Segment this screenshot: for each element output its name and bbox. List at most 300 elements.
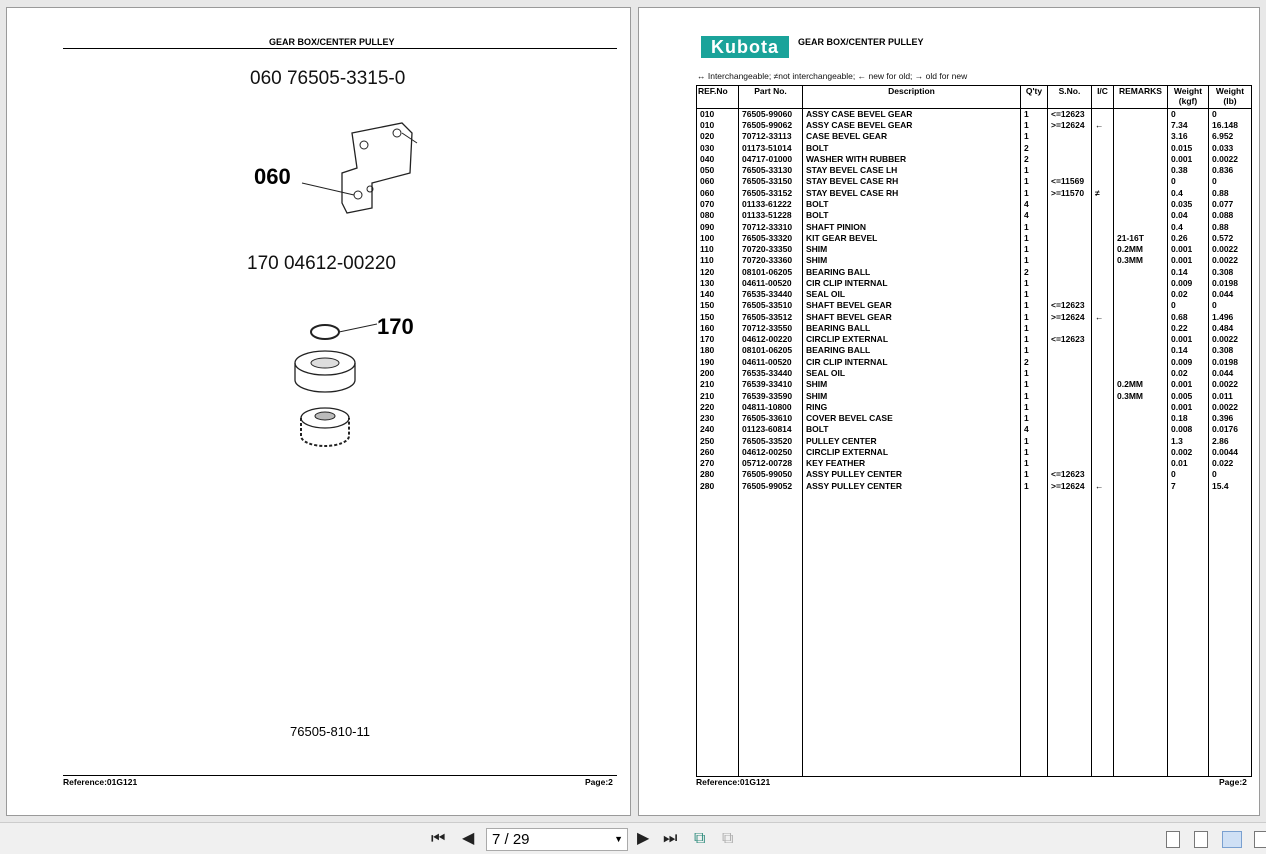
table-cell [1048,289,1092,300]
table-row [697,188,1252,199]
table-cell: 280 [697,469,739,480]
table-cell: WASHER WITH RUBBER [803,154,1021,165]
left-page-title: GEAR BOX/CENTER PULLEY [269,37,395,47]
table-cell: 76505-33130 [739,165,803,176]
table-cell: CIR CLIP INTERNAL [803,357,1021,368]
table-cell: 0.009 [1168,357,1209,368]
left-page [6,7,631,816]
table-cell: 0.001 [1168,244,1209,255]
table-cell: 0 [1168,176,1209,187]
table-cell: 2 [1021,266,1048,277]
table-cell: SHIM [803,244,1021,255]
table-row [697,435,1252,446]
table-cell [1114,402,1168,413]
table-cell [1114,165,1168,176]
table-cell: 1 [1021,435,1048,446]
table-cell: 0.396 [1209,413,1252,424]
table-cell: 76539-33410 [739,379,803,390]
table-cell: <=12623 [1048,109,1092,121]
table-cell [1048,345,1092,356]
column-header: REF.No [697,86,739,109]
table-cell: 04612-00220 [739,334,803,345]
table-cell [1114,368,1168,379]
table-cell: BEARING BALL [803,266,1021,277]
table-cell [1048,413,1092,424]
table-cell: 0.0198 [1209,278,1252,289]
table-row [697,131,1252,142]
table-cell: >=11570 [1048,188,1092,199]
table-cell [1114,221,1168,232]
right-page [638,7,1260,816]
table-row [697,266,1252,277]
table-cell [1114,424,1168,435]
table-cell: 0.22 [1168,323,1209,334]
table-cell [1114,300,1168,311]
table-cell [1048,143,1092,154]
table-cell: 70720-33360 [739,255,803,266]
reference-code: Reference:01G121 [63,777,138,787]
table-cell: 200 [697,368,739,379]
table-cell [1048,390,1092,401]
parts-table [696,85,1252,777]
table-cell: 70720-33350 [739,244,803,255]
table-cell: BEARING BALL [803,345,1021,356]
table-cell: 1 [1021,334,1048,345]
chevron-down-icon: ▼ [614,834,623,844]
table-cell: BOLT [803,143,1021,154]
table-cell: 1 [1021,345,1048,356]
table-cell: 0.308 [1209,266,1252,277]
table-cell: 01133-51228 [739,210,803,221]
table-cell: 0.88 [1209,221,1252,232]
table-row [697,176,1252,187]
table-cell: 0.0022 [1209,379,1252,390]
table-cell [1048,244,1092,255]
table-row [697,469,1252,480]
column-header: S.No. [1048,86,1092,109]
table-cell: 0.04 [1168,210,1209,221]
column-header: Part No. [739,86,803,109]
table-cell [1092,368,1114,379]
callout-170: 170 [377,314,414,339]
table-row [697,390,1252,401]
table-cell: >=12624 [1048,312,1092,323]
figure-number: 76505-810-11 [290,724,370,739]
table-row [697,424,1252,435]
table-cell: 2 [1021,357,1048,368]
table-cell: 01173-51014 [739,143,803,154]
column-header: Description [803,86,1021,109]
table-cell: 0.001 [1168,379,1209,390]
table-cell: 0 [1209,300,1252,311]
kubota-logo: Kubota [701,36,789,58]
table-row [697,210,1252,221]
table-cell: 0.0022 [1209,402,1252,413]
page-number: Page:2 [1219,777,1247,787]
table-cell: 0.18 [1168,413,1209,424]
table-cell: 04612-00250 [739,447,803,458]
table-cell [1048,435,1092,446]
table-cell: 2.86 [1209,435,1252,446]
table-cell [1114,435,1168,446]
table-cell: SHIM [803,379,1021,390]
table-cell: 0.0022 [1209,244,1252,255]
table-cell [1114,413,1168,424]
table-cell: 070 [697,199,739,210]
table-cell [1114,312,1168,323]
table-cell: 0.0022 [1209,334,1252,345]
table-cell: 1 [1021,312,1048,323]
table-cell: 1 [1021,109,1048,121]
table-cell: 040 [697,154,739,165]
table-cell: 1 [1021,402,1048,413]
table-row [697,357,1252,368]
part-label-170: 170 04612-00220 [247,253,396,274]
table-cell: CIR CLIP INTERNAL [803,278,1021,289]
table-cell: 190 [697,357,739,368]
table-cell [1114,469,1168,480]
table-cell: 7.34 [1168,120,1209,131]
table-cell: 21-16T [1114,233,1168,244]
table-cell [1114,131,1168,142]
table-cell: SEAL OIL [803,368,1021,379]
table-cell [1092,278,1114,289]
table-cell: BOLT [803,210,1021,221]
table-cell [1092,413,1114,424]
column-header: Weight (kgf) [1168,86,1209,109]
table-cell [1114,109,1168,121]
table-cell: <=12623 [1048,300,1092,311]
table-cell: 0.0044 [1209,447,1252,458]
last-page-button[interactable]: ⏭ [663,830,678,847]
table-cell: 6.952 [1209,131,1252,142]
next-page-button[interactable]: ▶ [637,830,650,847]
table-cell: 0.088 [1209,210,1252,221]
table-cell [1092,143,1114,154]
table-cell: 1 [1021,300,1048,311]
table-cell [1114,278,1168,289]
table-cell: 110 [697,255,739,266]
table-cell: 1 [1021,323,1048,334]
table-cell: 0.0198 [1209,357,1252,368]
table-cell [1114,199,1168,210]
table-cell [1048,165,1092,176]
table-cell: SHAFT BEVEL GEAR [803,312,1021,323]
table-cell [1092,199,1114,210]
table-cell: 0.044 [1209,289,1252,300]
table-cell [1092,244,1114,255]
continuous-facing-view-icon[interactable] [1254,831,1266,848]
table-cell [1048,255,1092,266]
table-cell: 76539-33590 [739,390,803,401]
table-cell [1092,424,1114,435]
table-cell: 280 [697,481,739,492]
table-cell: 170 [697,334,739,345]
table-cell: 250 [697,435,739,446]
table-row [697,165,1252,176]
table-cell: 0.2MM [1114,379,1168,390]
table-cell: >=12624 [1048,120,1092,131]
table-cell: 220 [697,402,739,413]
table-cell: 0.044 [1209,368,1252,379]
table-cell: 0.035 [1168,199,1209,210]
table-row [697,143,1252,154]
stay-bracket-drawing [292,113,422,223]
table-cell: 1 [1021,413,1048,424]
table-cell: 76505-99060 [739,109,803,121]
table-cell: 0 [1209,109,1252,121]
table-cell: 4 [1021,424,1048,435]
table-cell: BOLT [803,424,1021,435]
table-cell [1092,165,1114,176]
table-cell: 04611-00520 [739,278,803,289]
table-cell: 1 [1021,458,1048,469]
table-row [697,323,1252,334]
table-cell [1092,402,1114,413]
table-cell: ASSY PULLEY CENTER [803,469,1021,480]
previous-page-button[interactable]: ◀ [462,830,475,847]
table-cell: 76505-33610 [739,413,803,424]
table-cell: 01133-61222 [739,199,803,210]
table-cell: 0.2MM [1114,244,1168,255]
table-cell: 140 [697,289,739,300]
table-cell [1114,266,1168,277]
table-cell: 0.005 [1168,390,1209,401]
table-cell: 0.001 [1168,255,1209,266]
table-cell [1092,221,1114,232]
table-row [697,345,1252,356]
table-cell: BEARING BALL [803,323,1021,334]
table-cell: 76505-99050 [739,469,803,480]
table-cell: 76505-33152 [739,188,803,199]
table-cell: 0.009 [1168,278,1209,289]
table-cell: 05712-00728 [739,458,803,469]
table-cell: 060 [697,176,739,187]
table-cell [1092,154,1114,165]
table-cell: SHIM [803,255,1021,266]
table-cell: 04811-10800 [739,402,803,413]
table-row [697,120,1252,131]
table-cell: 1 [1021,379,1048,390]
table-row [697,300,1252,311]
table-cell: 0.008 [1168,424,1209,435]
table-cell: ASSY CASE BEVEL GEAR [803,120,1021,131]
table-cell: 0.077 [1209,199,1252,210]
table-cell: 0.14 [1168,266,1209,277]
table-cell: STAY BEVEL CASE RH [803,176,1021,187]
table-row [697,255,1252,266]
table-cell: 76505-33512 [739,312,803,323]
table-cell: SHIM [803,390,1021,401]
table-cell: STAY BEVEL CASE LH [803,165,1021,176]
table-cell: 0.011 [1209,390,1252,401]
table-cell: 090 [697,221,739,232]
title-rule [63,48,617,49]
table-cell: 150 [697,300,739,311]
table-cell [1114,357,1168,368]
table-cell: 0.0176 [1209,424,1252,435]
table-cell: 08101-06205 [739,266,803,277]
table-cell [1114,458,1168,469]
table-cell [1114,481,1168,492]
table-cell [1114,120,1168,131]
part-label-060: 060 76505-3315-0 [250,68,406,89]
column-header: Q'ty [1021,86,1048,109]
column-header: Weight (lb) [1209,86,1252,109]
table-cell: 76535-33440 [739,289,803,300]
table-row [697,199,1252,210]
table-cell [1114,345,1168,356]
table-cell: CASE BEVEL GEAR [803,131,1021,142]
table-cell: ≠ [1092,188,1114,199]
table-cell: CIRCLIP EXTERNAL [803,334,1021,345]
table-cell: 7 [1168,481,1209,492]
table-cell: 0 [1209,469,1252,480]
table-cell: 010 [697,120,739,131]
table-cell [1048,199,1092,210]
table-cell [1048,154,1092,165]
table-cell [1048,323,1092,334]
column-header: REMARKS [1114,86,1168,109]
table-cell: 1 [1021,221,1048,232]
table-cell: 1 [1021,390,1048,401]
table-cell: SHAFT PINION [803,221,1021,232]
table-cell: 100 [697,233,739,244]
table-cell [1048,233,1092,244]
table-cell: 0.572 [1209,233,1252,244]
table-cell: 160 [697,323,739,334]
table-cell: 0.033 [1209,143,1252,154]
table-cell: 70712-33310 [739,221,803,232]
table-cell: 180 [697,345,739,356]
table-cell: PULLEY CENTER [803,435,1021,446]
table-row [697,109,1252,121]
table-cell [1092,379,1114,390]
table-cell [1048,368,1092,379]
table-cell: 1 [1021,289,1048,300]
table-cell: 70712-33113 [739,131,803,142]
table-cell [1092,357,1114,368]
table-cell [1114,334,1168,345]
table-cell: ASSY CASE BEVEL GEAR [803,109,1021,121]
table-cell: 04611-00520 [739,357,803,368]
table-cell: 2 [1021,154,1048,165]
table-cell: 08101-06205 [739,345,803,356]
next-view-icon[interactable]: ⧉ [722,830,734,847]
table-cell: 0.26 [1168,233,1209,244]
viewer-toolbar [0,822,1266,854]
table-cell: 0.3MM [1114,255,1168,266]
table-cell: 0.88 [1209,188,1252,199]
table-cell: 0.4 [1168,188,1209,199]
table-cell: 0.001 [1168,402,1209,413]
first-page-button[interactable]: ⏮ [431,830,446,847]
table-cell [1048,402,1092,413]
table-cell: 080 [697,210,739,221]
table-cell: 210 [697,390,739,401]
table-cell: 0 [1168,300,1209,311]
facing-pages-view-icon[interactable] [1222,831,1242,848]
table-row [697,447,1252,458]
table-cell: KIT GEAR BEVEL [803,233,1021,244]
table-cell [1048,278,1092,289]
table-cell: KEY FEATHER [803,458,1021,469]
table-cell [1048,131,1092,142]
table-cell: SEAL OIL [803,289,1021,300]
table-cell: 1 [1021,469,1048,480]
table-cell [1092,289,1114,300]
table-cell [1092,435,1114,446]
previous-view-icon[interactable]: ⧉ [694,830,706,847]
table-cell [1048,221,1092,232]
table-cell: 1 [1021,255,1048,266]
table-row [697,312,1252,323]
single-page-view-icon[interactable] [1166,831,1180,848]
table-row [697,368,1252,379]
table-cell: 1 [1021,278,1048,289]
table-cell: 0 [1168,469,1209,480]
table-cell [1048,379,1092,390]
table-cell: 4 [1021,210,1048,221]
table-cell [1092,266,1114,277]
table-cell: 210 [697,379,739,390]
table-row [697,244,1252,255]
table-row [697,334,1252,345]
table-cell: 230 [697,413,739,424]
table-cell: 0.68 [1168,312,1209,323]
table-cell [1114,143,1168,154]
table-cell: 1.496 [1209,312,1252,323]
table-cell: 0.308 [1209,345,1252,356]
table-row [697,413,1252,424]
table-cell [1092,210,1114,221]
continuous-view-icon[interactable] [1194,831,1208,848]
table-cell: >=12624 [1048,481,1092,492]
table-cell: 76505-99052 [739,481,803,492]
table-cell [1114,210,1168,221]
table-row [697,221,1252,232]
table-row [697,458,1252,469]
table-cell: 0.484 [1209,323,1252,334]
table-cell: 2 [1021,143,1048,154]
table-cell: 76505-33150 [739,176,803,187]
table-cell: 060 [697,188,739,199]
table-cell [1092,334,1114,345]
interchange-legend: ↔ Interchangeable; ≠not interchangeable; ← new for old; → old for new [697,71,968,81]
table-cell: 0.0022 [1209,255,1252,266]
table-cell: 0 [1168,109,1209,121]
table-cell: 0.015 [1168,143,1209,154]
table-cell: 15.4 [1209,481,1252,492]
table-cell: 0.38 [1168,165,1209,176]
table-cell: 4 [1021,199,1048,210]
callout-060: 060 [254,164,291,189]
table-cell: 1 [1021,244,1048,255]
table-cell [1048,266,1092,277]
table-cell [1092,323,1114,334]
table-cell: <=12623 [1048,334,1092,345]
column-header: I/C [1092,86,1114,109]
page-selector[interactable] [486,828,628,851]
table-cell: 130 [697,278,739,289]
table-cell: BOLT [803,199,1021,210]
table-cell: 0.836 [1209,165,1252,176]
table-cell: 76505-33520 [739,435,803,446]
table-cell: 1 [1021,165,1048,176]
table-cell [1092,458,1114,469]
table-cell: CIRCLIP EXTERNAL [803,447,1021,458]
table-cell: 0.3MM [1114,390,1168,401]
